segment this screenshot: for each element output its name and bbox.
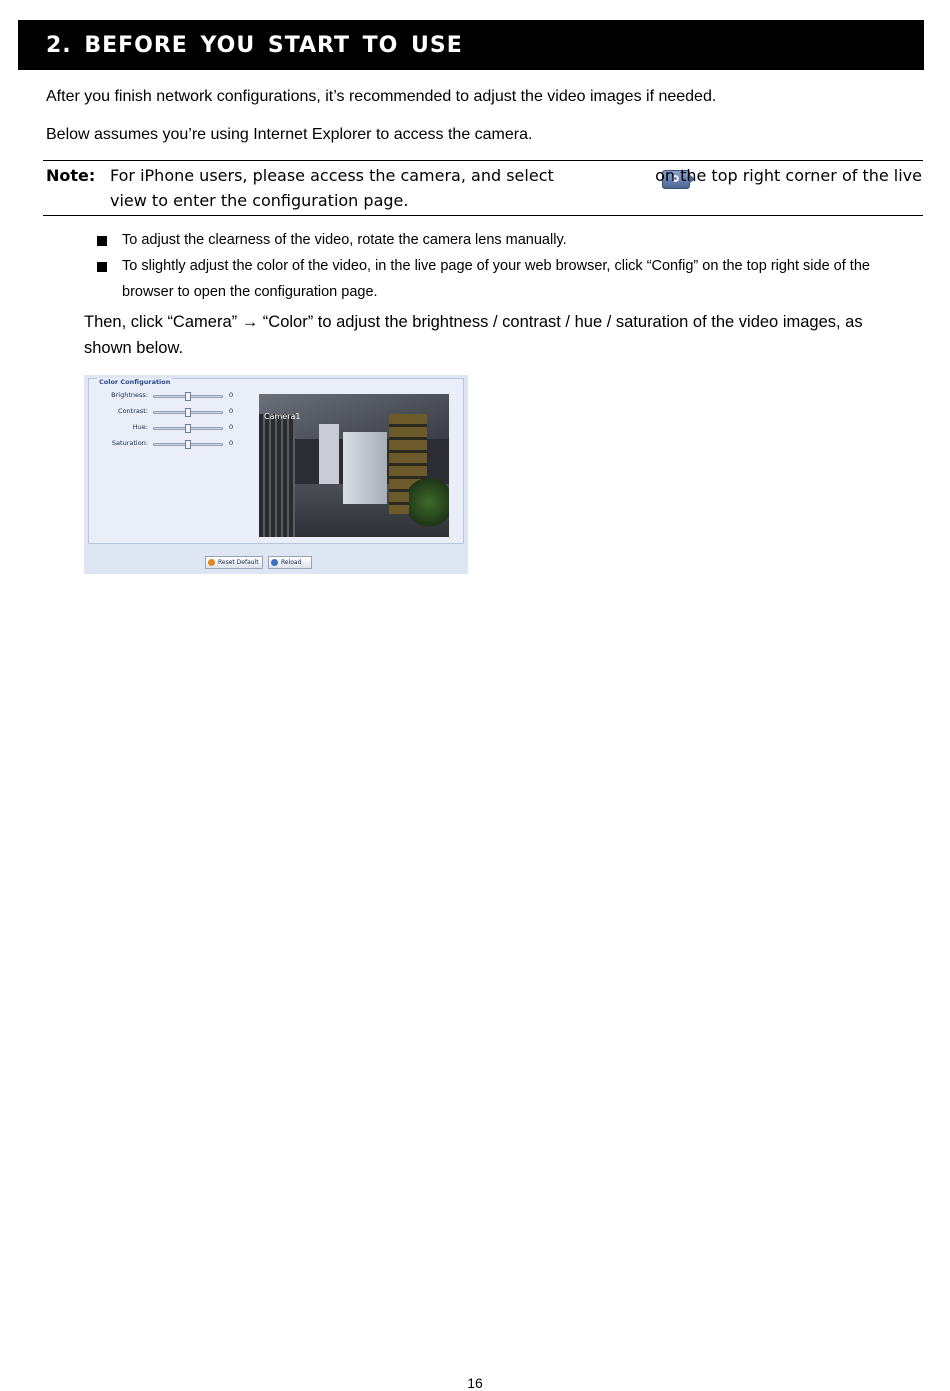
saturation-slider-thumb[interactable] [185, 440, 191, 449]
note-line-1-left: For iPhone users, please access the camera, and select [110, 166, 554, 185]
note-line-2: view to enter the configuration page. [110, 191, 409, 210]
note-box [43, 160, 923, 216]
color-configuration-panel [88, 378, 464, 544]
saturation-label: Saturation: [111, 439, 148, 447]
hue-slider[interactable] [153, 427, 223, 430]
camera-live-view [259, 394, 449, 537]
contrast-value: 0 [229, 407, 234, 415]
brightness-slider-thumb[interactable] [185, 392, 191, 401]
saturation-value: 0 [229, 439, 234, 447]
reset-default-label: Reset Default [218, 559, 259, 566]
brightness-label: Brightness: [111, 391, 148, 399]
reset-default-button[interactable] [205, 556, 263, 569]
hue-value: 0 [229, 423, 234, 431]
note-line-1-right: on the top right corner of the live [655, 166, 922, 185]
reset-icon [208, 559, 215, 566]
bullet-marker [97, 236, 107, 246]
bullet-marker [97, 262, 107, 272]
intro-line-2: Below assumes you’re using Internet Explorer to access the camera. [46, 126, 533, 143]
note-label: Note: [46, 166, 96, 185]
contrast-slider[interactable] [153, 411, 223, 414]
hue-label: Hue: [132, 423, 148, 431]
reload-button[interactable] [268, 556, 312, 569]
then-line-2: shown below. [84, 339, 184, 357]
reload-label: Reload [281, 559, 302, 566]
page-number: 16 [467, 1375, 483, 1391]
reload-icon [271, 559, 278, 566]
bullet-2-text-line-1: To slightly adjust the color of the video, in the live page of your web browser, click “Config” on the top right side of the [122, 258, 870, 274]
bullet-2-text-line-2: browser to open the configuration page. [122, 284, 378, 300]
color-configuration-screenshot [84, 375, 468, 574]
hue-slider-thumb[interactable] [185, 424, 191, 433]
intro-line-1: After you finish network configurations, it’s recommended to adjust the video images if needed. [46, 88, 717, 105]
brightness-value: 0 [229, 391, 234, 399]
color-configuration-title: Color Configuration [99, 378, 171, 386]
contrast-label: Contrast: [118, 407, 148, 415]
brightness-slider[interactable] [153, 395, 223, 398]
then-line-1: Then, click “Camera” → “Color” to adjust the brightness / contrast / hue / saturation of the video images, as [84, 313, 863, 331]
contrast-slider-thumb[interactable] [185, 408, 191, 417]
bullet-1-text: To adjust the clearness of the video, rotate the camera lens manually. [122, 232, 567, 248]
camera-label: Camera1 [264, 412, 301, 421]
section-title: 2. BEFORE YOU START TO USE [18, 20, 924, 70]
saturation-slider[interactable] [153, 443, 223, 446]
